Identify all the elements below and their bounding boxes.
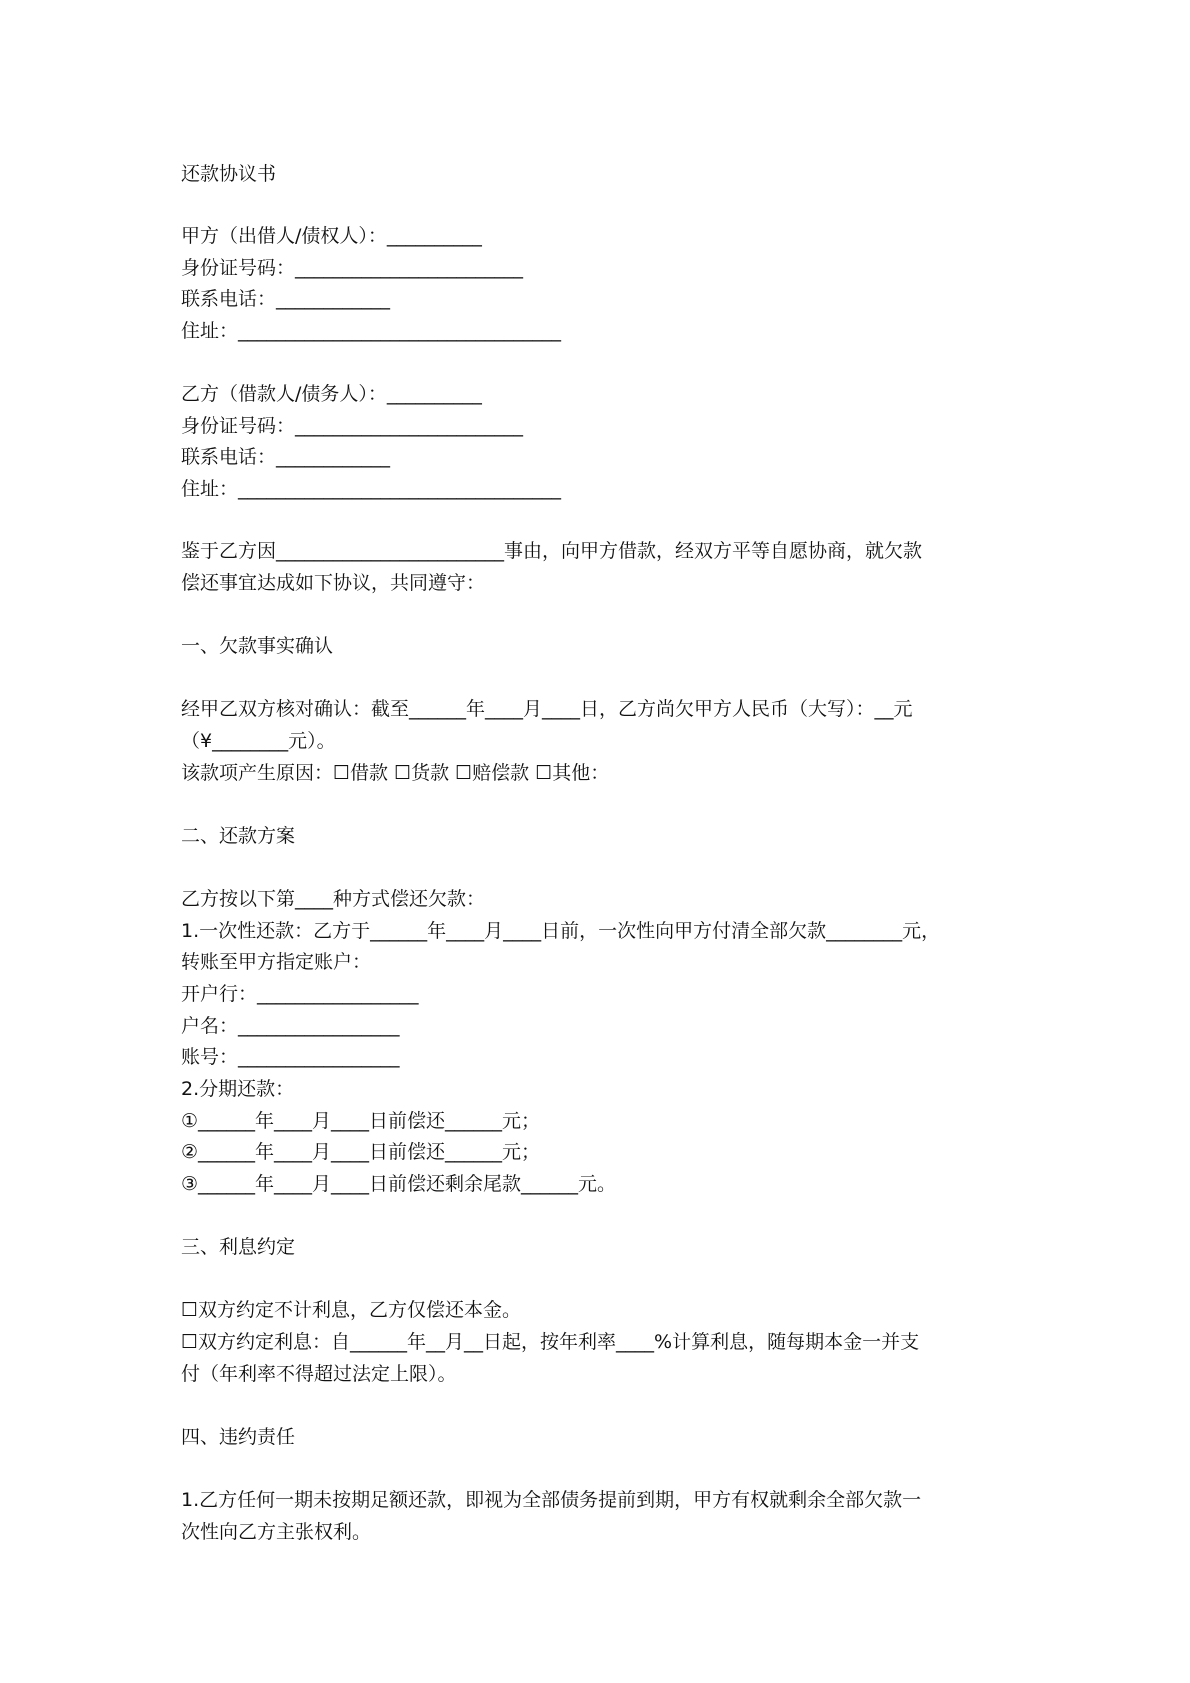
interest-option-line: ☐双方约定利息：自______年__月__日起，按年利率____%计算利息，随每期本金一并支 [181, 1331, 920, 1353]
preamble-line: 鉴于乙方因________________________事由，向甲方借款，经双方平等自愿协商，就欠款 [181, 540, 923, 562]
account-number-line: 账号：_________________ [181, 1046, 400, 1068]
preamble-line: 偿还事宜达成如下协议，共同遵守： [181, 572, 486, 594]
section-1-line: （¥________元）。 [181, 730, 336, 752]
installment-line: ②______年____月____日前偿还______元； [181, 1141, 541, 1163]
section-4-heading: 四、违约责任 [181, 1426, 296, 1448]
debt-reason-checkbox-line: 该款项产生原因：☐借款 ☐货款 ☐赔偿款 ☐其他： [181, 762, 610, 784]
party-b-address-line: 住址：__________________________________ [181, 478, 562, 500]
section-1-line: 经甲乙双方核对确认：截至______年____月____日，乙方尚欠甲方人民币（大写）：__元 [181, 698, 913, 720]
section-2-heading: 二、还款方案 [181, 825, 296, 847]
bank-name-line: 开户行：_________________ [181, 983, 419, 1005]
document-title: 还款协议书 [181, 163, 277, 185]
section-2-line: 乙方按以下第____种方式偿还欠款： [181, 888, 486, 910]
party-a-address-line: 住址：__________________________________ [181, 320, 562, 342]
party-b-id-line: 身份证号码：________________________ [181, 415, 524, 437]
party-a-phone-line: 联系电话：____________ [181, 288, 391, 310]
section-1-heading: 一、欠款事实确认 [181, 635, 334, 657]
installment-line: ③______年____月____日前偿还剩余尾款______元。 [181, 1173, 617, 1195]
section-4-line: 次性向乙方主张权利。 [181, 1521, 372, 1543]
section-2-line: 1.一次性还款：乙方于______年____月____日前，一次性向甲方付清全部欠款________元， [181, 920, 941, 942]
section-3-heading: 三、利息约定 [181, 1236, 296, 1258]
interest-option-line: 付（年利率不得超过法定上限）。 [181, 1363, 457, 1385]
party-a-id-line: 身份证号码：________________________ [181, 257, 524, 279]
installment-line: ①______年____月____日前偿还______元； [181, 1110, 541, 1132]
section-2-line: 2.分期还款： [181, 1078, 295, 1100]
party-a-name-line: 甲方（出借人/债权人）：__________ [181, 225, 482, 247]
account-name-line: 户名：_________________ [181, 1015, 400, 1037]
section-2-line: 转账至甲方指定账户： [181, 951, 372, 973]
party-b-name-line: 乙方（借款人/债务人）：__________ [181, 383, 482, 405]
party-b-phone-line: 联系电话：____________ [181, 446, 391, 468]
interest-option-line: ☐双方约定不计利息，乙方仅偿还本金。 [181, 1299, 522, 1321]
section-4-line: 1.乙方任何一期未按期足额还款，即视为全部债务提前到期，甲方有权就剩余全部欠款一 [181, 1489, 922, 1511]
